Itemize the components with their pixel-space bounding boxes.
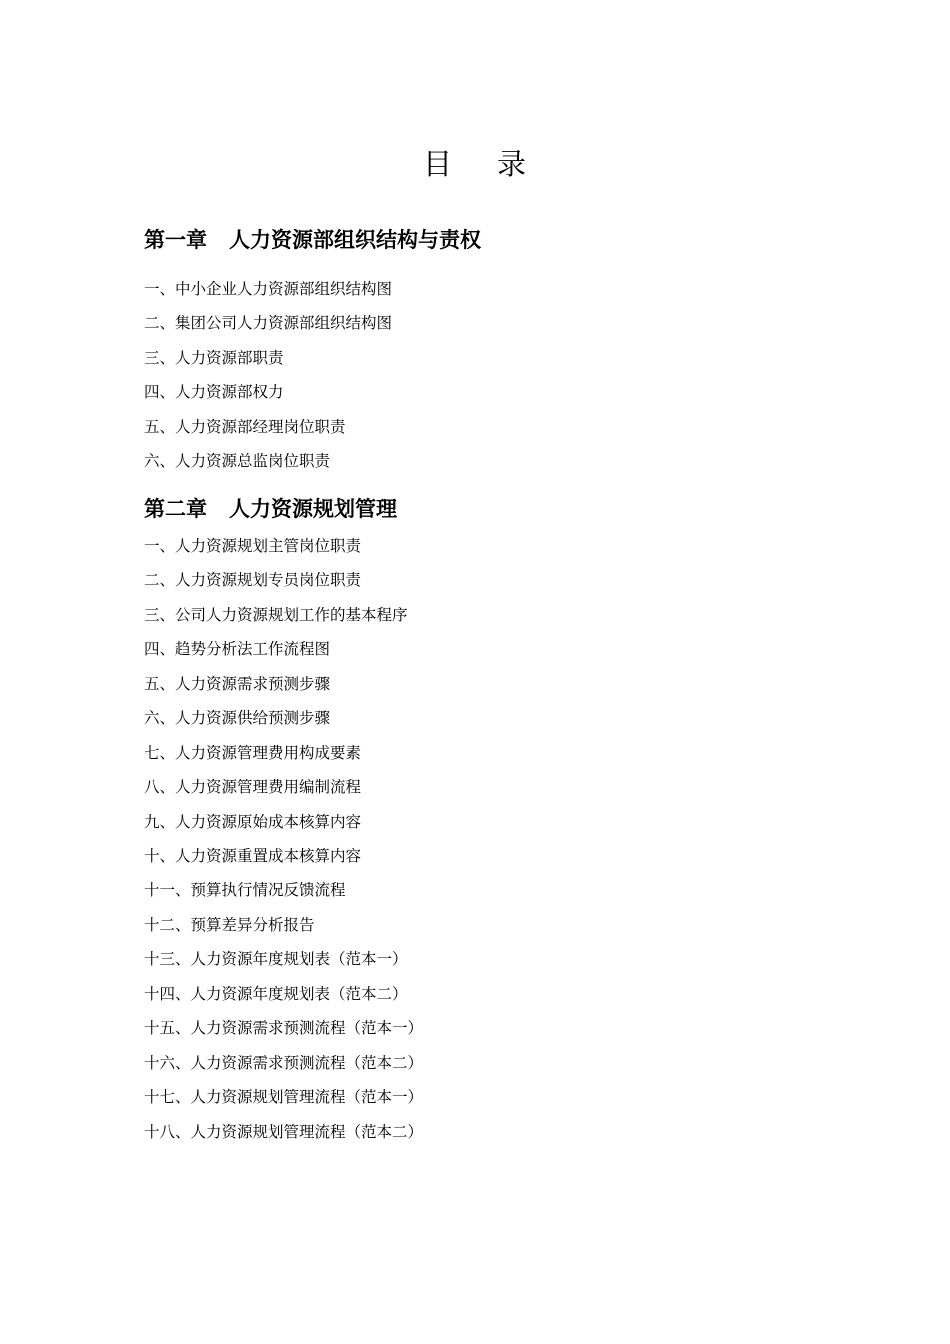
chapter-name: 人力资源规划管理 <box>229 496 397 521</box>
toc-item: 六、人力资源供给预测步骤 <box>144 709 331 727</box>
toc-item: 七、人力资源管理费用构成要素 <box>144 744 362 762</box>
toc-item: 十、人力资源重置成本核算内容 <box>144 847 362 865</box>
toc-item: 三、公司人力资源规划工作的基本程序 <box>144 606 408 624</box>
toc-item: 十六、人力资源需求预测流程（范本二） <box>144 1054 424 1072</box>
toc-item: 十二、预算差异分析报告 <box>144 916 315 934</box>
toc-item: 四、趋势分析法工作流程图 <box>144 640 331 658</box>
chapter-name: 人力资源部组织结构与责权 <box>229 227 481 252</box>
toc-item: 十八、人力资源规划管理流程（范本二） <box>144 1123 424 1141</box>
toc-item: 八、人力资源管理费用编制流程 <box>144 778 362 796</box>
toc-item: 一、中小企业人力资源部组织结构图 <box>144 280 393 298</box>
chapter-number: 第一章 <box>144 227 207 252</box>
toc-item: 九、人力资源原始成本核算内容 <box>144 813 362 831</box>
chapter-1-heading <box>144 226 481 254</box>
toc-item: 十五、人力资源需求预测流程（范本一） <box>144 1019 424 1037</box>
chapter-number: 第二章 <box>144 496 207 521</box>
toc-item: 五、人力资源部经理岗位职责 <box>144 418 346 436</box>
toc-item: 十一、预算执行情况反馈流程 <box>144 881 346 899</box>
toc-item: 六、人力资源总监岗位职责 <box>144 452 331 470</box>
toc-item: 十七、人力资源规划管理流程（范本一） <box>144 1088 424 1106</box>
toc-item: 二、集团公司人力资源部组织结构图 <box>144 314 393 332</box>
toc-item: 一、人力资源规划主管岗位职责 <box>144 537 362 555</box>
toc-item: 三、人力资源部职责 <box>144 349 284 367</box>
toc-title-char-2: 录 <box>497 147 528 181</box>
toc-item: 十四、人力资源年度规划表（范本二） <box>144 985 408 1003</box>
toc-item: 十三、人力资源年度规划表（范本一） <box>144 950 408 968</box>
toc-title-char-1: 目 <box>422 147 453 181</box>
chapter-2-heading <box>144 495 397 523</box>
toc-item: 二、人力资源规划专员岗位职责 <box>144 571 362 589</box>
toc-title <box>0 143 950 185</box>
toc-item: 五、人力资源需求预测步骤 <box>144 675 331 693</box>
toc-item: 四、人力资源部权力 <box>144 383 284 401</box>
